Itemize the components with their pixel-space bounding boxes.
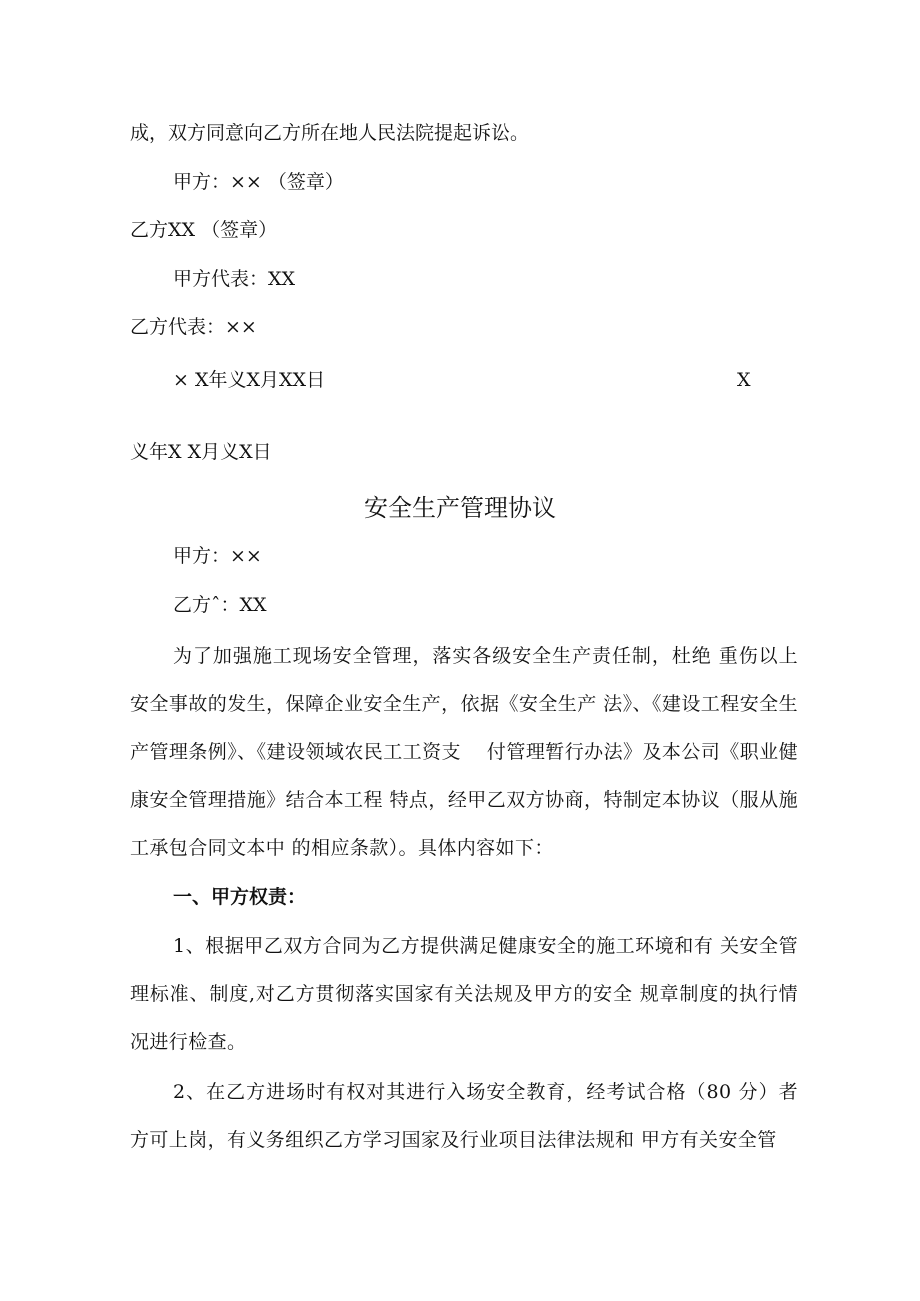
agreement-title: 安全生产管理协议 [364, 494, 556, 522]
date-line-right: X [737, 369, 751, 391]
intro-paragraph: 为了加强施工现场安全管理，落实各级安全生产责任制，杜绝 重伤以上安全事故的发生，保障企业安全生产，依据《安全生产 法》、《建设工程安全生产管理条例》、《建设领域农民工工资支 付管理暂行办法》及本公司《职业健康安全管理措施》结合本工程 特点，经甲乙双方协商，特制定本协议（服从施工承包合同文本中 的相应条款）。具体内容如下： [130, 645, 798, 859]
item-2-paragraph: 2、在乙方进场时有权对其进行入场安全教育，经考试合格（80 分）者方可上岗，有义务组织乙方学习国家及行业项目法律法规和 甲方有关安全管 [130, 1081, 798, 1151]
section-heading-party-a: 一、甲方权责： [173, 886, 307, 908]
party-a-signature: 甲方：×× （签章） [173, 171, 344, 193]
agreement-party-b: 乙方ˆ：XX [173, 594, 267, 616]
date-line-second: 义年X X月义X日 [130, 441, 272, 463]
party-a-representative: 甲方代表：XX [173, 268, 296, 290]
item-1-paragraph: 1、根据甲乙双方合同为乙方提供满足健康安全的施工环境和有 关安全管理标准、制度,对乙方贯彻落实国家有关法规及甲方的安全 规章制度的执行情况进行检查。 [130, 935, 798, 1053]
party-b-representative: 乙方代表：×× [130, 316, 257, 338]
clause-ending-line: 成，双方同意向乙方所在地人民法院提起诉讼。 [130, 122, 530, 144]
party-b-signature: 乙方XX （签章） [130, 219, 278, 241]
agreement-party-a: 甲方：×× [173, 545, 262, 567]
date-line-left: × X年义X月XX日 [173, 369, 326, 391]
